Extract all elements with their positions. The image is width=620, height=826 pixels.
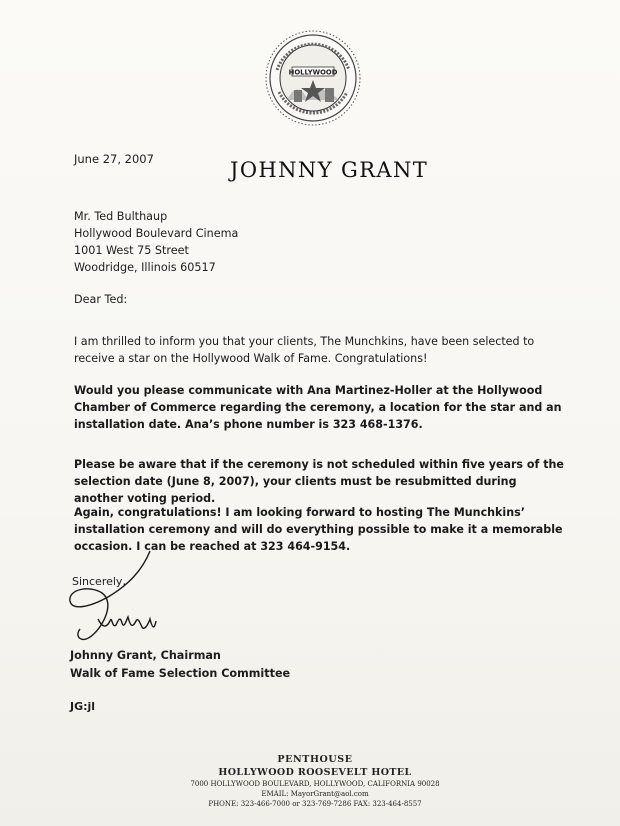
handwritten-signature [62,545,182,660]
footer-line: HOLLYWOOD ROOSEVELT HOTEL [218,767,412,778]
hollywood-seal-icon [263,28,363,128]
footer-line: PENTHOUSE [277,754,353,765]
paragraph-1: I am thrilled to inform you that your clients, The Munchkins, have been selected to receive a star on the Hollywood Walk of Fame. Congratulations! [74,335,535,365]
recipient-line: Woodridge, Illinois 60517 [74,261,216,274]
signature-block [70,647,290,683]
paragraph-2: Would you please communicate with Ana Martinez-Holler at the Hollywood Chamber of Commerce regarding the ceremony, a location for the star and an installation date. Ana’s phone number is 323 468-1376. [74,384,562,431]
footer-address: 7000 HOLLYWOOD BOULEVARD, HOLLYWOOD, CALIFORNIA 90028 [190,780,440,788]
recipient-line: Mr. Ted Bulthaup [74,210,168,223]
signer-name: Johnny Grant, Chairman [70,649,221,662]
letterhead-name: JOHNNY GRANT [230,158,429,182]
footer-phone: PHONE: 323-466-7000 or 323-769-7286 FAX: 323-464-8557 [208,800,422,808]
signer-title: Walk of Fame Selection Committee [70,667,291,680]
recipient-line: 1001 West 75 Street [74,244,189,257]
seal-label: HOLLYWOOD [288,68,338,77]
paragraph-4: Again, congratulations! I am looking forward to hosting The Munchkins’ installation ceremony and will do everything possible to make it a memorable occasion. I can be reached at 323 464-9154. [74,506,563,553]
recipient-address [74,208,238,276]
letterhead-footer [170,753,460,810]
footer-email: EMAIL: MayorGrant@aol.com [261,790,369,798]
letter-date: June 27, 2007 [74,152,154,166]
paragraph-3: Please be aware that if the ceremony is not scheduled within five years of the selection date (June 8, 2007), your clients must be resubmitted during another voting period. [74,458,564,505]
recipient-line: Hollywood Boulevard Cinema [74,227,239,240]
typist-initials: JG:jl [70,700,96,713]
closing: Sincerely, [72,575,126,588]
salutation: Dear Ted: [74,293,128,306]
